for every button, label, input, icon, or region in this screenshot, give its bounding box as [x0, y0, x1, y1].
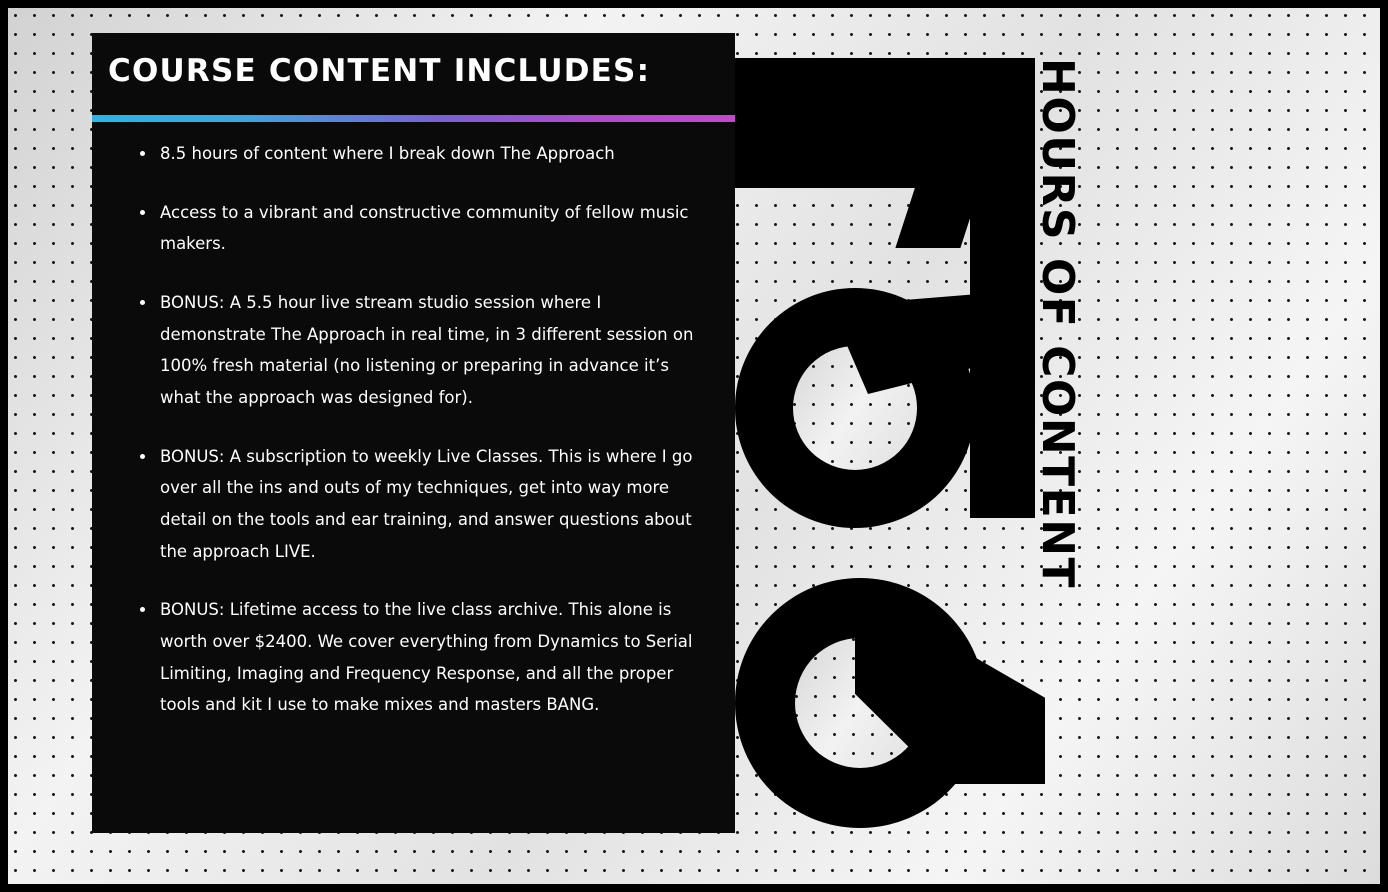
frame-edge-bottom — [0, 884, 1388, 892]
list-item: BONUS: A 5.5 hour live stream studio session where I demonstrate The Approach in real time, in 3 different session on 100% fresh material (no listening or preparing in advance it’s what the approach was designed for). — [140, 287, 695, 414]
list-item: 8.5 hours of content where I break down The Approach — [140, 138, 695, 170]
course-content-list — [92, 138, 735, 748]
list-item: BONUS: A subscription to weekly Live Classes. This is where I go over all the ins and outs of my techniques, get into way more detail on the tools and ear training, and answer questions about the approach LIVE. — [140, 441, 695, 568]
list-item: Access to a vibrant and constructive community of fellow music makers. — [140, 197, 695, 260]
frame-edge-left — [0, 0, 8, 892]
frame-edge-top — [0, 0, 1388, 8]
hours-of-content-text: HOURS OF CONTENT — [1032, 58, 1083, 590]
gradient-divider — [92, 115, 735, 122]
hours-of-content-label — [1022, 58, 1092, 590]
frame-edge-right — [1380, 0, 1388, 892]
list-item: BONUS: Lifetime access to the live class archive. This alone is worth over $2400. We cover everything from Dynamics to Serial Limiting, Imaging and Frequency Response, and all the proper tools and kit I use to make mixes and masters BANG. — [140, 594, 695, 721]
card-heading-area — [92, 33, 735, 115]
big-numeral-five — [735, 58, 1045, 833]
page-title: COURSE CONTENT INCLUDES: — [108, 53, 651, 89]
course-content-card — [92, 33, 735, 833]
